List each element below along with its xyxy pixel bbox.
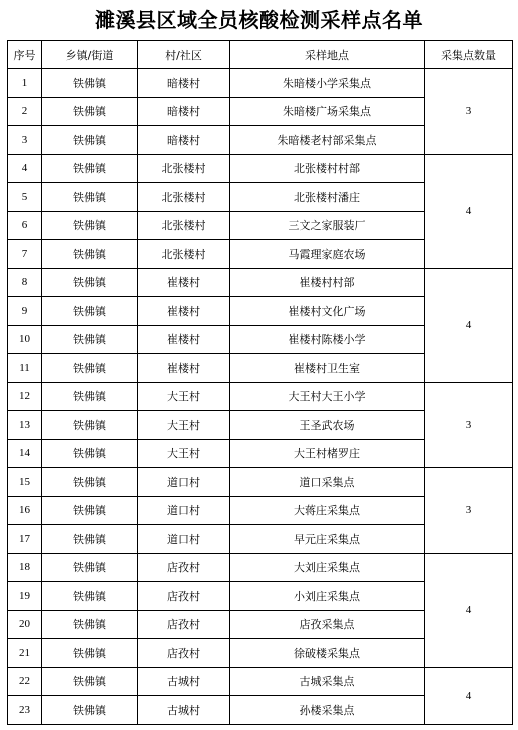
sampling-site-cell: 崔楼村村部 xyxy=(230,268,425,297)
village-cell: 北张楼村 xyxy=(138,211,230,240)
serial-number-cell: 6 xyxy=(8,211,42,240)
site-count-cell: 4 xyxy=(425,154,513,268)
town-cell: 铁佛镇 xyxy=(42,496,138,525)
table-row xyxy=(8,382,513,411)
town-cell: 铁佛镇 xyxy=(42,667,138,696)
site-count-cell: 4 xyxy=(425,667,513,724)
header-village: 村/社区 xyxy=(138,41,230,69)
site-count-cell: 4 xyxy=(425,268,513,382)
serial-number-cell: 4 xyxy=(8,154,42,183)
town-cell: 铁佛镇 xyxy=(42,639,138,668)
serial-number-cell: 11 xyxy=(8,354,42,383)
town-cell: 铁佛镇 xyxy=(42,325,138,354)
serial-number-cell: 8 xyxy=(8,268,42,297)
serial-number-cell: 17 xyxy=(8,525,42,554)
town-cell: 铁佛镇 xyxy=(42,154,138,183)
town-cell: 铁佛镇 xyxy=(42,69,138,98)
table-row xyxy=(8,553,513,582)
village-cell: 北张楼村 xyxy=(138,240,230,269)
serial-number-cell: 22 xyxy=(8,667,42,696)
sampling-site-cell: 徐破楼采集点 xyxy=(230,639,425,668)
sampling-site-cell: 店孜采集点 xyxy=(230,610,425,639)
town-cell: 铁佛镇 xyxy=(42,411,138,440)
serial-number-cell: 18 xyxy=(8,553,42,582)
site-count-cell: 3 xyxy=(425,69,513,155)
town-cell: 铁佛镇 xyxy=(42,582,138,611)
town-cell: 铁佛镇 xyxy=(42,268,138,297)
table-header-row xyxy=(8,41,513,69)
sampling-site-cell: 古城采集点 xyxy=(230,667,425,696)
village-cell: 店孜村 xyxy=(138,610,230,639)
sampling-sites-table xyxy=(7,40,513,725)
town-cell: 铁佛镇 xyxy=(42,240,138,269)
town-cell: 铁佛镇 xyxy=(42,382,138,411)
sampling-site-cell: 大王村楮罗庄 xyxy=(230,439,425,468)
town-cell: 铁佛镇 xyxy=(42,610,138,639)
table-row xyxy=(8,468,513,497)
village-cell: 崔楼村 xyxy=(138,297,230,326)
serial-number-cell: 14 xyxy=(8,439,42,468)
town-cell: 铁佛镇 xyxy=(42,211,138,240)
serial-number-cell: 15 xyxy=(8,468,42,497)
site-count-cell: 3 xyxy=(425,468,513,554)
village-cell: 北张楼村 xyxy=(138,183,230,212)
serial-number-cell: 2 xyxy=(8,97,42,126)
header-sampling-site: 采样地点 xyxy=(230,41,425,69)
village-cell: 店孜村 xyxy=(138,582,230,611)
village-cell: 崔楼村 xyxy=(138,268,230,297)
village-cell: 大王村 xyxy=(138,411,230,440)
sampling-site-cell: 崔楼村陈楼小学 xyxy=(230,325,425,354)
table-row xyxy=(8,268,513,297)
village-cell: 道口村 xyxy=(138,496,230,525)
sampling-site-cell: 马霞理家庭农场 xyxy=(230,240,425,269)
village-cell: 暗楼村 xyxy=(138,126,230,155)
sampling-site-cell: 北张楼村潘庄 xyxy=(230,183,425,212)
village-cell: 大王村 xyxy=(138,439,230,468)
village-cell: 道口村 xyxy=(138,525,230,554)
table-body xyxy=(8,69,513,725)
sampling-site-cell: 早元庄采集点 xyxy=(230,525,425,554)
village-cell: 店孜村 xyxy=(138,553,230,582)
serial-number-cell: 9 xyxy=(8,297,42,326)
header-serial-number: 序号 xyxy=(8,41,42,69)
sampling-site-cell: 朱暗楼老村部采集点 xyxy=(230,126,425,155)
sampling-site-cell: 北张楼村村部 xyxy=(230,154,425,183)
village-cell: 古城村 xyxy=(138,667,230,696)
town-cell: 铁佛镇 xyxy=(42,97,138,126)
serial-number-cell: 16 xyxy=(8,496,42,525)
village-cell: 店孜村 xyxy=(138,639,230,668)
town-cell: 铁佛镇 xyxy=(42,183,138,212)
serial-number-cell: 13 xyxy=(8,411,42,440)
sampling-site-cell: 崔楼村卫生室 xyxy=(230,354,425,383)
town-cell: 铁佛镇 xyxy=(42,525,138,554)
village-cell: 大王村 xyxy=(138,382,230,411)
town-cell: 铁佛镇 xyxy=(42,696,138,725)
sampling-site-cell: 朱暗楼广场采集点 xyxy=(230,97,425,126)
sampling-site-cell: 孙楼采集点 xyxy=(230,696,425,725)
sampling-site-cell: 小刘庄采集点 xyxy=(230,582,425,611)
serial-number-cell: 5 xyxy=(8,183,42,212)
village-cell: 道口村 xyxy=(138,468,230,497)
serial-number-cell: 19 xyxy=(8,582,42,611)
header-town: 乡镇/街道 xyxy=(42,41,138,69)
village-cell: 古城村 xyxy=(138,696,230,725)
village-cell: 暗楼村 xyxy=(138,69,230,98)
sampling-site-cell: 大蒋庄采集点 xyxy=(230,496,425,525)
sampling-site-cell: 崔楼村文化广场 xyxy=(230,297,425,326)
sampling-site-cell: 道口采集点 xyxy=(230,468,425,497)
serial-number-cell: 3 xyxy=(8,126,42,155)
village-cell: 北张楼村 xyxy=(138,154,230,183)
town-cell: 铁佛镇 xyxy=(42,126,138,155)
table-row xyxy=(8,667,513,696)
serial-number-cell: 10 xyxy=(8,325,42,354)
table-row xyxy=(8,154,513,183)
sampling-site-cell: 大刘庄采集点 xyxy=(230,553,425,582)
sampling-site-cell: 三文之家服装厂 xyxy=(230,211,425,240)
serial-number-cell: 23 xyxy=(8,696,42,725)
table-row xyxy=(8,69,513,98)
serial-number-cell: 20 xyxy=(8,610,42,639)
sampling-site-cell: 朱暗楼小学采集点 xyxy=(230,69,425,98)
page-title: 濉溪县区域全员核酸检测采样点名单 xyxy=(95,8,423,32)
serial-number-cell: 1 xyxy=(8,69,42,98)
site-count-cell: 4 xyxy=(425,553,513,667)
serial-number-cell: 7 xyxy=(8,240,42,269)
site-count-cell: 3 xyxy=(425,382,513,468)
town-cell: 铁佛镇 xyxy=(42,354,138,383)
village-cell: 暗楼村 xyxy=(138,97,230,126)
header-site-count: 采集点数量 xyxy=(425,41,513,69)
town-cell: 铁佛镇 xyxy=(42,439,138,468)
serial-number-cell: 21 xyxy=(8,639,42,668)
town-cell: 铁佛镇 xyxy=(42,468,138,497)
village-cell: 崔楼村 xyxy=(138,325,230,354)
town-cell: 铁佛镇 xyxy=(42,553,138,582)
town-cell: 铁佛镇 xyxy=(42,297,138,326)
serial-number-cell: 12 xyxy=(8,382,42,411)
sampling-site-cell: 大王村大王小学 xyxy=(230,382,425,411)
village-cell: 崔楼村 xyxy=(138,354,230,383)
sampling-site-cell: 王圣武农场 xyxy=(230,411,425,440)
